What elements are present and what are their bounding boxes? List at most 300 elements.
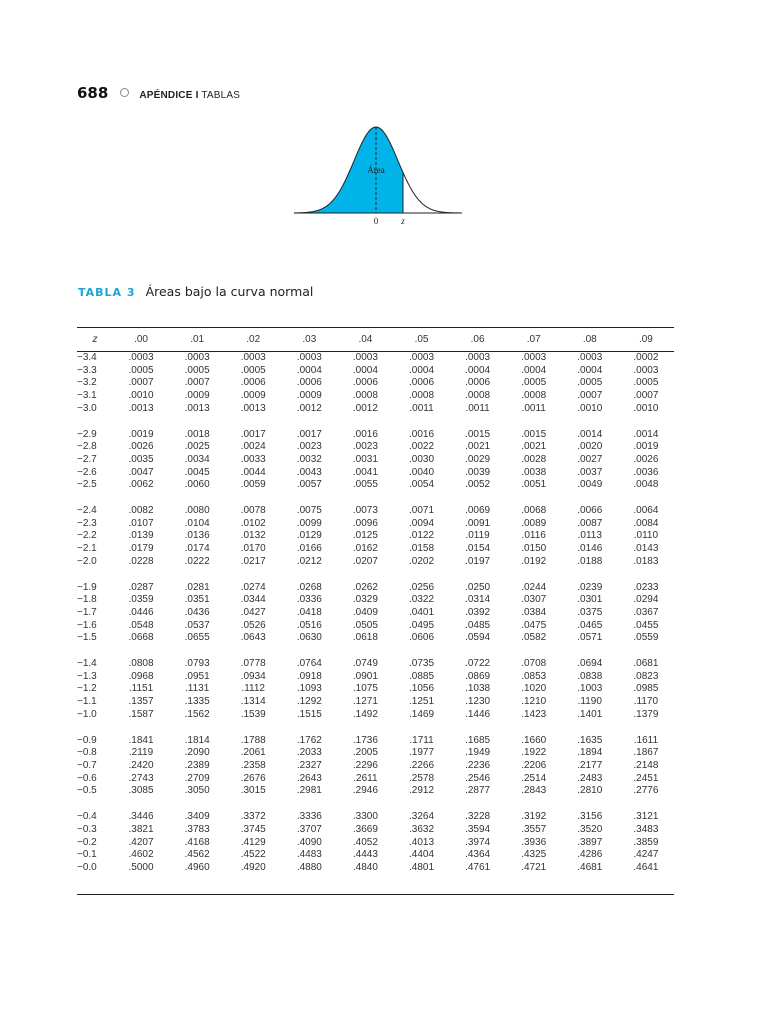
area-value-cell: .4721 — [521, 861, 547, 873]
area-value-cell: .0014 — [633, 428, 659, 440]
area-value-cell: .0307 — [521, 594, 547, 606]
table-bottom-rule — [77, 894, 674, 895]
table-row — [77, 824, 674, 837]
group-spacer — [77, 722, 674, 735]
area-value-cell: .0119 — [465, 530, 490, 542]
area-value-cell: .0044 — [240, 466, 266, 478]
area-value-cell: .0009 — [240, 390, 266, 402]
area-value-cell: .0008 — [352, 390, 378, 402]
area-value-cell: .0003 — [577, 352, 603, 363]
area-value-cell: .1379 — [633, 708, 659, 720]
area-value-cell: .0047 — [128, 466, 154, 478]
area-value-cell: .0025 — [184, 441, 210, 453]
area-value-cell: .0018 — [184, 428, 210, 440]
area-value-cell: .0012 — [296, 402, 322, 414]
column-header: .02 — [225, 328, 281, 352]
area-value-cell: .0322 — [409, 594, 435, 606]
area-value-cell: .2119 — [128, 747, 154, 759]
z-value-cell: −3.1 — [77, 390, 97, 402]
area-value-cell: .2266 — [409, 759, 435, 771]
area-value-cell: .0139 — [128, 530, 154, 542]
spacer-cell — [77, 492, 674, 505]
area-value-cell: .0951 — [184, 670, 210, 682]
area-value-cell: .0197 — [465, 555, 491, 567]
area-value-cell: .3192 — [521, 811, 547, 823]
area-value-cell: .0475 — [521, 619, 547, 631]
area-value-cell: .0793 — [184, 658, 210, 670]
area-value-cell: .0003 — [465, 352, 491, 363]
area-value-cell: .0314 — [465, 594, 491, 606]
area-value-cell: .0485 — [465, 619, 491, 631]
area-value-cell: .0778 — [240, 658, 266, 670]
z-value-cell: −0.4 — [77, 811, 97, 823]
table-row — [77, 747, 674, 760]
circle-bullet-icon — [120, 88, 129, 97]
table-row — [77, 658, 674, 671]
area-value-cell: .0559 — [633, 632, 659, 644]
area-value-cell: .0059 — [240, 479, 266, 491]
area-value-cell: .0222 — [184, 555, 210, 567]
area-value-cell: .4483 — [296, 849, 322, 861]
area-value-cell: .2776 — [633, 785, 659, 797]
area-value-cell: .0069 — [465, 505, 491, 517]
area-value-cell: .0026 — [128, 441, 154, 453]
area-value-cell: .0003 — [128, 352, 154, 363]
zero-label: 0 — [373, 216, 379, 226]
area-value-cell: .0268 — [296, 581, 322, 593]
area-value-cell: .3859 — [633, 836, 659, 848]
z-value-cell: −2.7 — [77, 453, 97, 465]
area-value-cell: .0032 — [296, 453, 322, 465]
area-value-cell: .0110 — [633, 530, 659, 542]
area-value-cell: .0023 — [296, 441, 322, 453]
area-value-cell: .0436 — [184, 606, 210, 618]
area-value-cell: .0202 — [409, 555, 435, 567]
area-value-cell: .0179 — [128, 543, 154, 555]
area-value-cell: .0853 — [521, 670, 547, 682]
area-value-cell: .0021 — [521, 441, 547, 453]
area-value-cell: .0038 — [521, 466, 547, 478]
area-value-cell: .0020 — [577, 441, 603, 453]
area-value-cell: .0036 — [633, 466, 659, 478]
z-value-cell: −1.6 — [77, 619, 97, 631]
area-value-cell: .0336 — [296, 594, 322, 606]
area-value-cell: .0003 — [296, 352, 322, 363]
area-value-cell: .0606 — [409, 632, 435, 644]
spacer-cell — [77, 645, 674, 658]
area-value-cell: .0274 — [240, 581, 266, 593]
area-value-cell: .0008 — [521, 390, 547, 402]
area-value-cell: .0183 — [633, 555, 659, 567]
area-value-cell: .0618 — [352, 632, 378, 644]
area-value-cell: .0150 — [521, 543, 547, 555]
area-value-cell: .3745 — [240, 823, 266, 835]
z-value-cell: −0.6 — [77, 772, 97, 784]
area-value-cell: .1922 — [521, 747, 547, 759]
area-value-cell: .1762 — [296, 734, 322, 746]
area-value-cell: .0007 — [633, 390, 659, 402]
area-value-cell: .2981 — [296, 785, 322, 797]
area-value-cell: .1335 — [184, 696, 210, 708]
area-value-cell: .4920 — [240, 861, 266, 873]
area-value-cell: .2296 — [352, 759, 378, 771]
area-value-cell: .0017 — [240, 428, 266, 440]
area-value-cell: .4364 — [465, 849, 491, 861]
z-value-cell: −0.8 — [77, 747, 97, 759]
area-value-cell: .0526 — [240, 619, 266, 631]
area-value-cell: .1075 — [352, 683, 378, 695]
column-header: .08 — [562, 328, 618, 352]
area-value-cell: .0418 — [296, 606, 322, 618]
area-value-cell: .2327 — [296, 759, 322, 771]
area-value-cell: .0060 — [184, 479, 210, 491]
area-value-cell: .0048 — [633, 479, 659, 491]
z-value-cell: −1.1 — [77, 696, 97, 708]
area-value-cell: .0062 — [128, 479, 154, 491]
area-value-cell: .0102 — [240, 517, 266, 529]
area-value-cell: .1357 — [128, 696, 154, 708]
area-value-cell: .0023 — [352, 441, 378, 453]
area-value-cell: .4090 — [296, 836, 322, 848]
table-row — [77, 620, 674, 633]
area-value-cell: .0034 — [184, 453, 210, 465]
area-value-cell: .0028 — [521, 453, 547, 465]
area-value-cell: .3085 — [128, 785, 154, 797]
area-value-cell: .0003 — [352, 352, 378, 363]
area-value-cell: .3783 — [184, 823, 210, 835]
area-value-cell: .0409 — [352, 606, 378, 618]
group-spacer — [77, 645, 674, 658]
area-value-cell: .0146 — [577, 543, 603, 555]
area-value-cell: .0084 — [633, 517, 659, 529]
area-value-cell: .0192 — [521, 555, 547, 567]
area-value-cell: .0091 — [465, 517, 491, 529]
z-value-cell: −1.8 — [77, 594, 97, 606]
area-value-cell: .0006 — [409, 377, 435, 389]
area-value-cell: .0287 — [128, 581, 154, 593]
area-value-cell: .0351 — [184, 594, 210, 606]
column-header: .04 — [337, 328, 393, 352]
area-value-cell: .1635 — [577, 734, 603, 746]
area-value-cell: .2546 — [465, 772, 491, 784]
table-row — [77, 607, 674, 620]
area-value-cell: .1660 — [521, 734, 547, 746]
area-value-cell: .0985 — [633, 683, 659, 695]
area-value-cell: .0005 — [184, 364, 210, 376]
z-value-cell: −0.0 — [77, 861, 97, 873]
area-value-cell: .0055 — [352, 479, 378, 491]
area-value-cell: .0035 — [128, 453, 154, 465]
area-value-cell: .0029 — [465, 453, 491, 465]
area-value-cell: .0548 — [128, 619, 154, 631]
area-value-cell: .2206 — [521, 759, 547, 771]
table-row — [77, 709, 674, 722]
area-value-cell: .0495 — [409, 619, 435, 631]
table-row — [77, 785, 674, 798]
area-value-cell: .0004 — [409, 364, 435, 376]
area-value-cell: .2090 — [184, 747, 210, 759]
area-value-cell: .0007 — [128, 377, 154, 389]
area-value-cell: .0015 — [521, 428, 547, 440]
area-value-cell: .0735 — [409, 658, 435, 670]
area-value-cell: .1401 — [577, 708, 603, 720]
running-head — [139, 90, 240, 101]
z-value-cell: −0.3 — [77, 823, 97, 835]
area-value-cell: .3594 — [465, 823, 491, 835]
area-value-cell: .0885 — [409, 670, 435, 682]
area-value-cell: .4801 — [409, 861, 435, 873]
area-value-cell: .2420 — [128, 759, 154, 771]
z-value-cell: −1.3 — [77, 670, 97, 682]
table-row — [77, 441, 674, 454]
area-value-cell: .2483 — [577, 772, 603, 784]
normal-curve-svg — [290, 120, 470, 232]
column-header: .05 — [393, 328, 449, 352]
area-value-cell: .0024 — [240, 441, 266, 453]
area-value-cell: .0401 — [409, 606, 435, 618]
area-value-cell: .0166 — [296, 543, 322, 555]
area-value-cell: .1492 — [352, 708, 378, 720]
area-value-cell: .1685 — [465, 734, 491, 746]
table-row — [77, 505, 674, 518]
area-value-cell: .3050 — [184, 785, 210, 797]
column-header: .01 — [169, 328, 225, 352]
column-header-z: z — [77, 328, 113, 352]
table-row — [77, 454, 674, 467]
table-row — [77, 518, 674, 531]
z-value-cell: −0.1 — [77, 849, 97, 861]
table-row — [77, 403, 674, 416]
area-value-cell: .4247 — [633, 849, 659, 861]
table-row — [77, 632, 674, 645]
area-value-cell: .0011 — [409, 402, 434, 414]
z-value-cell: −0.9 — [77, 734, 97, 746]
area-value-cell: .0009 — [296, 390, 322, 402]
area-value-cell: .0125 — [352, 530, 378, 542]
area-value-cell: .0384 — [521, 606, 547, 618]
area-value-cell: .0043 — [296, 466, 322, 478]
area-value-cell: .4522 — [240, 849, 266, 861]
area-value-cell: .0838 — [577, 670, 603, 682]
page-header — [77, 84, 240, 104]
area-value-cell: .0129 — [296, 530, 322, 542]
area-value-cell: .0344 — [240, 594, 266, 606]
z-table-body — [77, 352, 674, 875]
area-value-cell: .0005 — [577, 377, 603, 389]
area-value-cell: .0281 — [184, 581, 210, 593]
shaded-area — [294, 127, 403, 213]
group-spacer — [77, 416, 674, 429]
table-row — [77, 760, 674, 773]
area-value-cell: .0708 — [521, 658, 547, 670]
spacer-cell — [77, 416, 674, 429]
area-value-cell: .0505 — [352, 619, 378, 631]
area-value-cell: .0075 — [296, 505, 322, 517]
area-value-cell: .4840 — [352, 861, 378, 873]
area-value-cell: .1271 — [352, 696, 378, 708]
area-value-cell: .3897 — [577, 836, 603, 848]
area-value-cell: .4443 — [352, 849, 378, 861]
area-value-cell: .0078 — [240, 505, 266, 517]
area-value-cell: .0158 — [409, 543, 435, 555]
table-caption: Áreas bajo la curva normal — [145, 284, 314, 299]
area-value-cell: .2148 — [633, 759, 659, 771]
area-value-cell: .4562 — [184, 849, 210, 861]
area-value-cell: .0021 — [465, 441, 491, 453]
area-value-cell: .3821 — [128, 823, 154, 835]
group-spacer — [77, 492, 674, 505]
area-value-cell: .0294 — [633, 594, 659, 606]
area-value-cell: .0630 — [296, 632, 322, 644]
table-row — [77, 594, 674, 607]
area-value-cell: .1112 — [241, 683, 265, 695]
page-number: 688 — [77, 84, 109, 102]
area-value-cell: .0233 — [633, 581, 659, 593]
area-value-cell: .2676 — [240, 772, 266, 784]
table-row — [77, 556, 674, 569]
area-value-cell: .0668 — [128, 632, 154, 644]
area-value-cell: .5000 — [128, 861, 154, 873]
table-row — [77, 735, 674, 748]
z-value-cell: −0.5 — [77, 785, 97, 797]
area-value-cell: .0041 — [352, 466, 378, 478]
area-value-cell: .3156 — [577, 811, 603, 823]
area-value-cell: .4168 — [184, 836, 210, 848]
area-value-cell: .3669 — [352, 823, 378, 835]
area-value-cell: .0004 — [521, 364, 547, 376]
table-row — [77, 696, 674, 709]
z-value-cell: −3.2 — [77, 377, 97, 389]
area-value-cell: .0681 — [633, 658, 659, 670]
area-value-cell: .0174 — [184, 543, 210, 555]
area-value-cell: .1446 — [465, 708, 491, 720]
z-value-cell: −3.0 — [77, 402, 97, 414]
column-header: .07 — [506, 328, 562, 352]
area-value-cell: .0006 — [240, 377, 266, 389]
area-value-cell: .0375 — [577, 606, 603, 618]
area-value-cell: .0170 — [240, 543, 266, 555]
z-table — [77, 327, 674, 875]
area-value-cell: .1251 — [409, 696, 435, 708]
area-value-cell: .0003 — [184, 352, 210, 363]
z-value-cell: −2.3 — [77, 517, 97, 529]
area-value-cell: .0749 — [352, 658, 378, 670]
area-value-cell: .0015 — [465, 428, 491, 440]
z-value-cell: −3.3 — [77, 364, 97, 376]
area-value-cell: .0367 — [633, 606, 659, 618]
area-value-cell: .1736 — [352, 734, 378, 746]
area-value-cell: .0006 — [352, 377, 378, 389]
area-value-cell: .0011 — [465, 402, 490, 414]
area-value-cell: .3632 — [409, 823, 435, 835]
area-value-cell: .0643 — [240, 632, 266, 644]
area-value-cell: .0250 — [465, 581, 491, 593]
area-value-cell: .0004 — [296, 364, 322, 376]
table-row — [77, 429, 674, 442]
table-row — [77, 543, 674, 556]
normal-curve-figure — [290, 120, 470, 237]
area-value-cell: .0359 — [128, 594, 154, 606]
area-value-cell: .2389 — [184, 759, 210, 771]
area-value-cell: .0014 — [577, 428, 603, 440]
z-value-cell: −0.7 — [77, 759, 97, 771]
area-value-cell: .1170 — [633, 696, 659, 708]
table-row — [77, 352, 674, 365]
area-value-cell: .1131 — [184, 683, 210, 695]
area-value-cell: .0066 — [577, 505, 603, 517]
area-value-cell: .2061 — [240, 747, 266, 759]
area-value-cell: .0003 — [409, 352, 435, 363]
table-row — [77, 390, 674, 403]
area-value-cell: .0089 — [521, 517, 547, 529]
area-value-cell: .1977 — [409, 747, 435, 759]
z-value-cell: −0.2 — [77, 836, 97, 848]
area-value-cell: .0031 — [352, 453, 378, 465]
area-value-cell: .3228 — [465, 811, 491, 823]
area-value-cell: .1711 — [409, 734, 434, 746]
table-row — [77, 530, 674, 543]
area-value-cell: .1562 — [184, 708, 210, 720]
area-value-cell: .3974 — [465, 836, 491, 848]
area-value-cell: .1292 — [296, 696, 322, 708]
area-value-cell: .0329 — [352, 594, 378, 606]
area-value-cell: .0052 — [465, 479, 491, 491]
area-value-cell: .0392 — [465, 606, 491, 618]
area-value-cell: .1515 — [296, 708, 322, 720]
z-value-cell: −1.2 — [77, 683, 97, 695]
area-value-cell: .0239 — [577, 581, 603, 593]
z-value-cell: −2.8 — [77, 441, 97, 453]
area-value-cell: .0011 — [521, 402, 546, 414]
area-value-cell: .2709 — [184, 772, 210, 784]
area-value-cell: .0033 — [240, 453, 266, 465]
area-value-cell: .2810 — [577, 785, 603, 797]
area-value-cell: .0934 — [240, 670, 266, 682]
area-value-cell: .0026 — [633, 453, 659, 465]
area-value-cell: .0694 — [577, 658, 603, 670]
area-value-cell: .4761 — [465, 861, 491, 873]
area-value-cell: .0107 — [128, 517, 154, 529]
area-value-cell: .0071 — [409, 505, 435, 517]
area-value-cell: .0113 — [577, 530, 602, 542]
column-header: .09 — [618, 328, 674, 352]
area-value-cell: .2236 — [465, 759, 491, 771]
area-value-cell: .0005 — [633, 377, 659, 389]
area-value-cell: .0013 — [128, 402, 154, 414]
area-value-cell: .0188 — [577, 555, 603, 567]
area-value-cell: .0022 — [409, 441, 435, 453]
area-value-cell: .0655 — [184, 632, 210, 644]
area-value-cell: .0427 — [240, 606, 266, 618]
area-value-cell: .0764 — [296, 658, 322, 670]
z-value-cell: −1.0 — [77, 708, 97, 720]
area-value-cell: .0808 — [128, 658, 154, 670]
area-value-cell: .1190 — [577, 696, 602, 708]
area-value-cell: .0045 — [184, 466, 210, 478]
area-value-cell: .2177 — [577, 759, 603, 771]
area-value-cell: .1003 — [577, 683, 603, 695]
running-head-tables: TABLAS — [201, 90, 241, 101]
area-value-cell: .3015 — [240, 785, 266, 797]
area-value-cell: .3557 — [521, 823, 547, 835]
z-label: z — [401, 216, 405, 226]
area-value-cell: .1587 — [128, 708, 154, 720]
area-value-cell: .3336 — [296, 811, 322, 823]
area-value-cell: .1949 — [465, 747, 491, 759]
area-value-cell: .2843 — [521, 785, 547, 797]
area-value-cell: .0002 — [633, 352, 659, 363]
area-value-cell: .0212 — [296, 555, 322, 567]
